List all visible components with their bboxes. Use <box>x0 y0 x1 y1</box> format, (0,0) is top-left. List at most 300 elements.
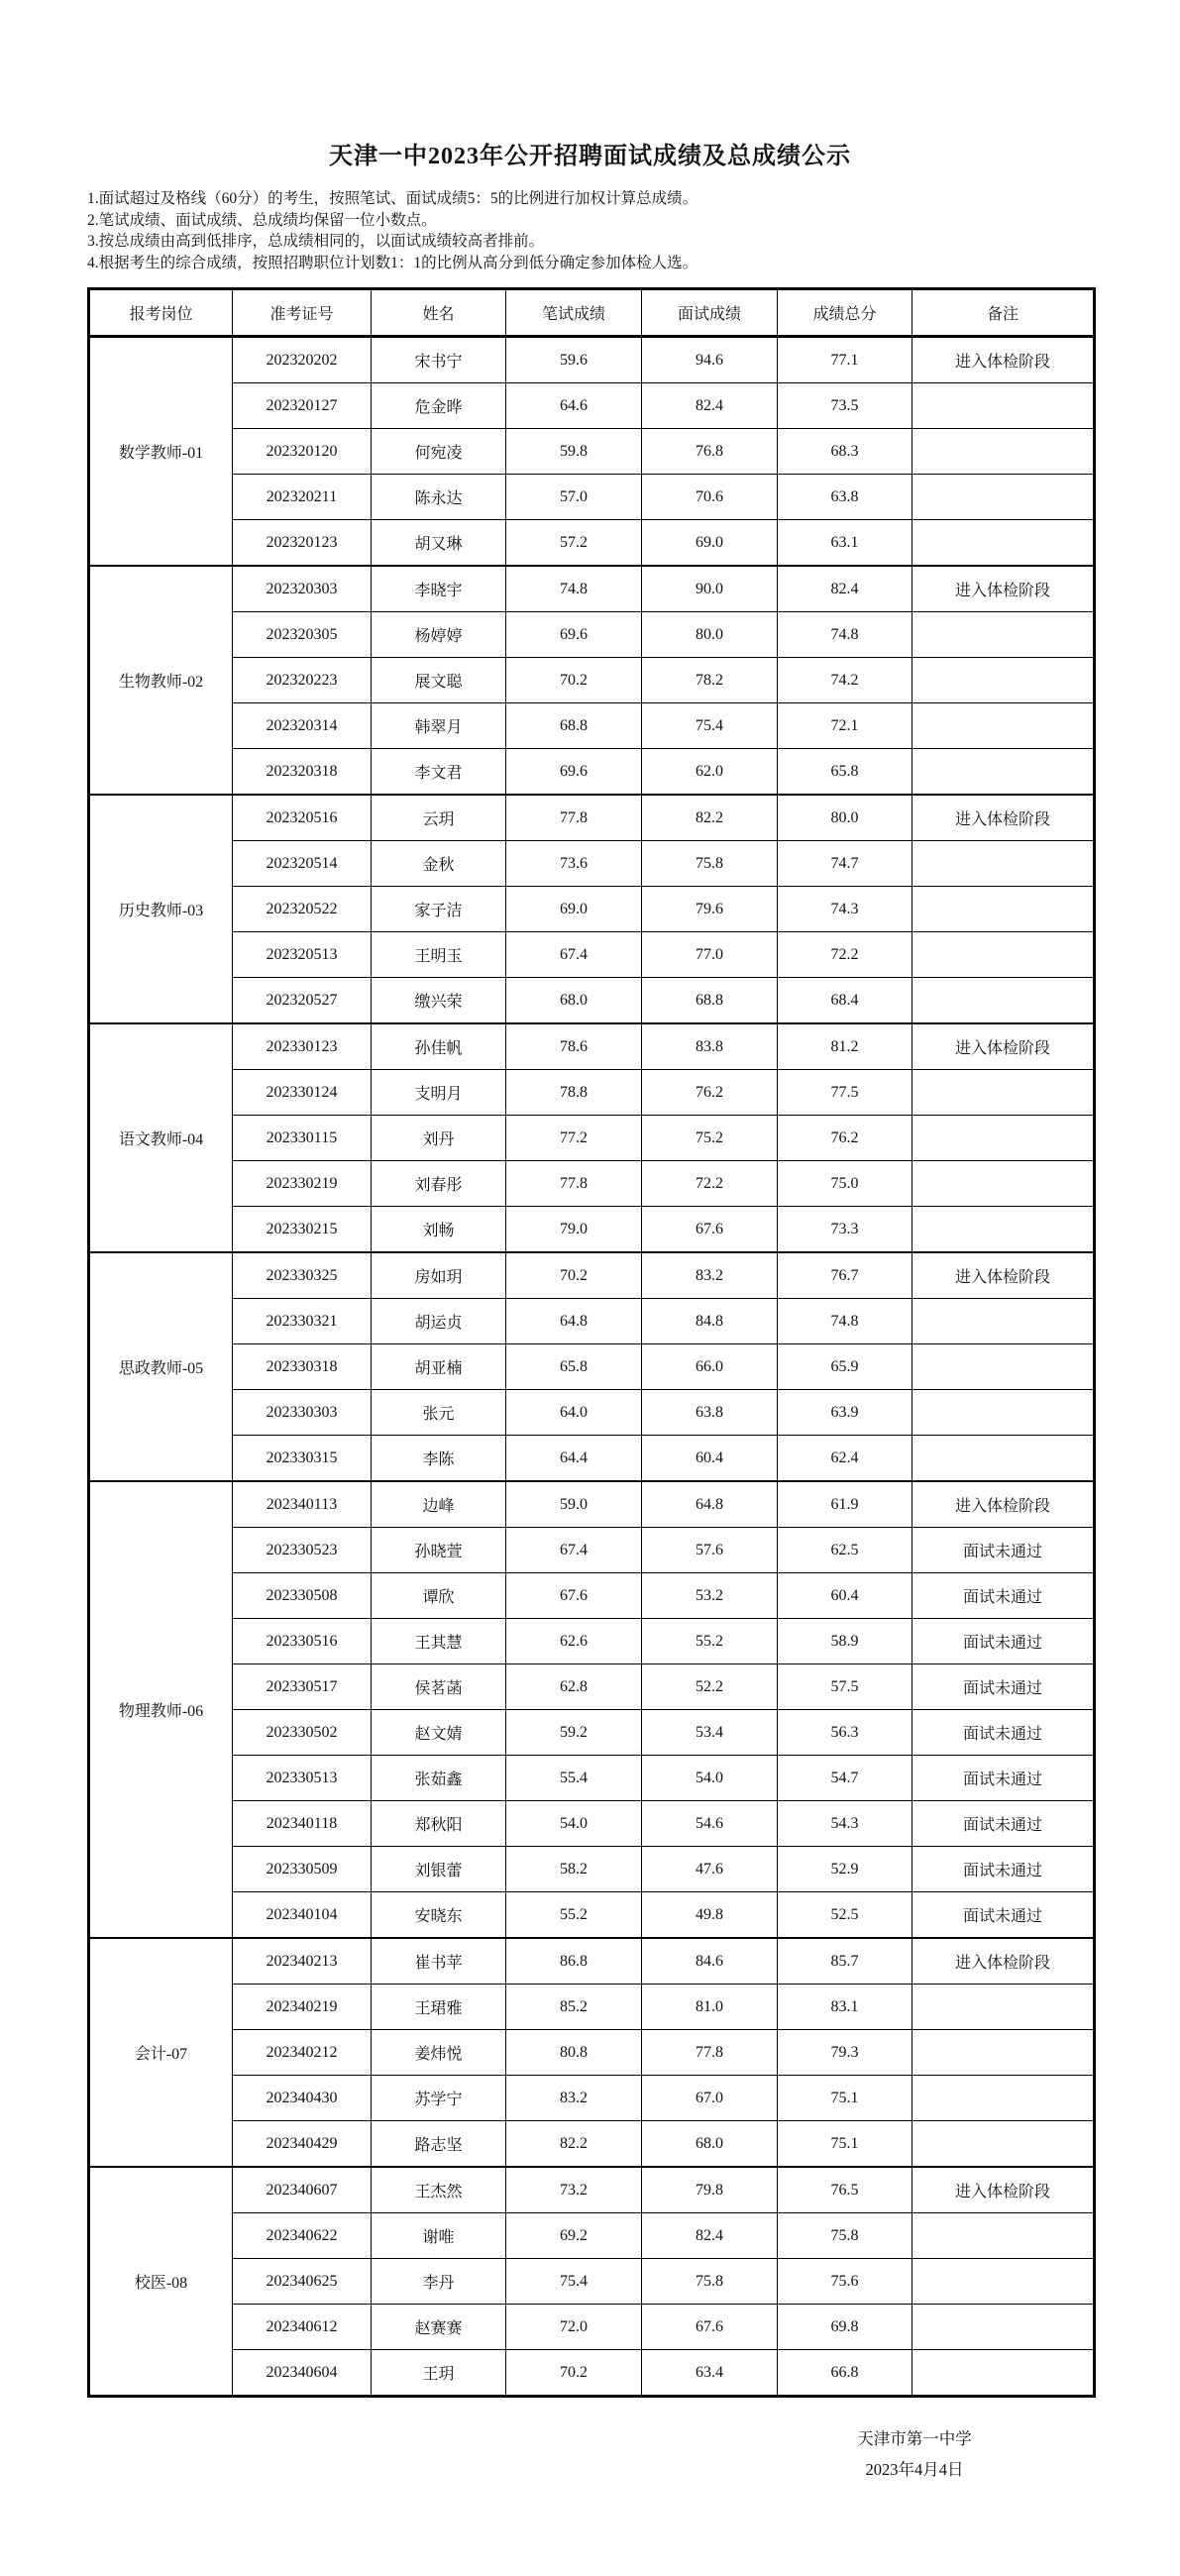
table-cell: 54.0 <box>642 1756 778 1801</box>
table-cell: 72.1 <box>778 703 912 749</box>
table-cell: 进入体检阶段 <box>912 795 1095 841</box>
table-cell: 202340113 <box>233 1481 372 1528</box>
table-cell: 202320202 <box>233 337 372 383</box>
note-line-1: 1.面试超过及格线（60分）的考生，按照笔试、面试成绩5：5的比例进行加权计算总成绩。 <box>87 190 698 207</box>
table-cell: 刘银蕾 <box>372 1847 506 1892</box>
table-cell: 202320514 <box>233 841 372 887</box>
table-cell: 56.3 <box>778 1710 912 1756</box>
table-cell: 54.0 <box>506 1801 642 1847</box>
table-cell: 76.7 <box>778 1252 912 1299</box>
table-row <box>89 612 1095 658</box>
table-cell: 202320127 <box>233 383 372 429</box>
position-cell: 数学教师-01 <box>89 337 233 567</box>
table-cell: 77.5 <box>778 1070 912 1116</box>
table-cell: 68.0 <box>642 2121 778 2168</box>
table-cell: 63.4 <box>642 2350 778 2397</box>
table-cell: 69.0 <box>642 520 778 567</box>
table-cell: 77.0 <box>642 932 778 978</box>
table-cell: 202330325 <box>233 1252 372 1299</box>
table-cell: 82.4 <box>642 2213 778 2259</box>
table-cell <box>912 1344 1095 1390</box>
position-section <box>89 1481 1095 1938</box>
table-cell: 79.3 <box>778 2030 912 2076</box>
table-cell: 面试未通过 <box>912 1664 1095 1710</box>
table-cell: 83.2 <box>506 2076 642 2121</box>
table-row <box>89 1619 1095 1664</box>
table-row <box>89 1023 1095 1070</box>
table-cell: 82.2 <box>506 2121 642 2168</box>
table-row <box>89 2030 1095 2076</box>
table-cell: 57.5 <box>778 1664 912 1710</box>
table-cell <box>912 2213 1095 2259</box>
table-cell: 59.0 <box>506 1481 642 1528</box>
table-cell: 79.0 <box>506 1207 642 1253</box>
table-cell: 苏学宁 <box>372 2076 506 2121</box>
table-cell: 77.8 <box>506 795 642 841</box>
table-cell: 刘丹 <box>372 1116 506 1161</box>
table-cell: 67.0 <box>642 2076 778 2121</box>
table-cell: 何宛凌 <box>372 429 506 475</box>
table-cell: 李晓宇 <box>372 566 506 612</box>
table-cell: 家子洁 <box>372 887 506 932</box>
signature-block <box>830 2423 999 2485</box>
table-cell: 202330215 <box>233 1207 372 1253</box>
table-cell: 75.8 <box>778 2213 912 2259</box>
table-cell: 姜炜悦 <box>372 2030 506 2076</box>
table-cell: 202330315 <box>233 1436 372 1482</box>
table-cell: 202330517 <box>233 1664 372 1710</box>
table-cell <box>912 383 1095 429</box>
table-cell: 75.1 <box>778 2121 912 2168</box>
table-cell: 进入体检阶段 <box>912 337 1095 383</box>
table-cell: 80.0 <box>642 612 778 658</box>
table-cell: 82.4 <box>642 383 778 429</box>
table-cell: 74.3 <box>778 887 912 932</box>
table-cell: 202340607 <box>233 2167 372 2213</box>
table-cell <box>912 429 1095 475</box>
table-cell <box>912 2259 1095 2305</box>
column-header: 面试成绩 <box>642 289 778 337</box>
table-cell: 202320516 <box>233 795 372 841</box>
table-cell: 展文聪 <box>372 658 506 703</box>
table-cell: 54.3 <box>778 1801 912 1847</box>
table-row <box>89 383 1095 429</box>
table-row <box>89 475 1095 520</box>
table-cell: 李陈 <box>372 1436 506 1482</box>
table-cell: 82.4 <box>778 566 912 612</box>
table-row <box>89 1664 1095 1710</box>
table-cell: 67.4 <box>506 932 642 978</box>
table-cell: 进入体检阶段 <box>912 1023 1095 1070</box>
note-line-3: 3.按总成绩由高到低排序，总成绩相同的，以面试成绩较高者排前。 <box>87 233 545 250</box>
table-cell: 79.8 <box>642 2167 778 2213</box>
table-cell: 62.4 <box>778 1436 912 1482</box>
table-cell <box>912 2121 1095 2168</box>
table-cell: 74.7 <box>778 841 912 887</box>
table-cell: 52.2 <box>642 1664 778 1710</box>
table-cell <box>912 1390 1095 1436</box>
table-cell: 202330219 <box>233 1161 372 1207</box>
table-cell: 84.6 <box>642 1938 778 1985</box>
signature-org: 天津市第一中学 <box>857 2429 972 2448</box>
table-cell: 57.2 <box>506 520 642 567</box>
table-cell <box>912 703 1095 749</box>
table-cell: 69.6 <box>506 749 642 796</box>
table-row <box>89 658 1095 703</box>
table-cell: 70.2 <box>506 1252 642 1299</box>
table-cell: 62.0 <box>642 749 778 796</box>
position-section <box>89 1023 1095 1252</box>
table-cell <box>912 1116 1095 1161</box>
position-cell: 思政教师-05 <box>89 1252 233 1481</box>
table-cell: 谢唯 <box>372 2213 506 2259</box>
table-cell: 安晓东 <box>372 1892 506 1939</box>
table-row <box>89 1938 1095 1985</box>
column-header: 笔试成绩 <box>506 289 642 337</box>
table-cell: 75.8 <box>642 841 778 887</box>
table-cell: 79.6 <box>642 887 778 932</box>
table-cell: 68.0 <box>506 978 642 1024</box>
table-cell: 202330513 <box>233 1756 372 1801</box>
column-header: 报考岗位 <box>89 289 233 337</box>
table-cell: 李文君 <box>372 749 506 796</box>
table-cell: 202340219 <box>233 1985 372 2030</box>
table-cell: 赵赛赛 <box>372 2305 506 2350</box>
table-cell <box>912 2030 1095 2076</box>
table-cell: 赵文婧 <box>372 1710 506 1756</box>
table-cell: 70.6 <box>642 475 778 520</box>
table-cell: 77.8 <box>642 2030 778 2076</box>
table-row <box>89 2121 1095 2168</box>
table-cell: 77.1 <box>778 337 912 383</box>
table-row <box>89 1710 1095 1756</box>
table-cell: 侯茗菡 <box>372 1664 506 1710</box>
position-section <box>89 2167 1095 2397</box>
position-section <box>89 795 1095 1023</box>
table-cell <box>912 887 1095 932</box>
table-cell: 72.2 <box>642 1161 778 1207</box>
table-cell: 69.6 <box>506 612 642 658</box>
table-row <box>89 703 1095 749</box>
table-cell: 面试未通过 <box>912 1892 1095 1939</box>
table-cell: 72.2 <box>778 932 912 978</box>
table-cell: 陈永达 <box>372 475 506 520</box>
table-cell: 63.1 <box>778 520 912 567</box>
table-cell: 54.7 <box>778 1756 912 1801</box>
table-cell: 胡又琳 <box>372 520 506 567</box>
table-cell: 83.2 <box>642 1252 778 1299</box>
table-row <box>89 1070 1095 1116</box>
table-cell: 70.2 <box>506 658 642 703</box>
table-cell: 62.6 <box>506 1619 642 1664</box>
table-cell: 67.6 <box>642 2305 778 2350</box>
table-row <box>89 1299 1095 1344</box>
table-cell: 65.8 <box>778 749 912 796</box>
table-cell <box>912 658 1095 703</box>
table-cell: 63.8 <box>642 1390 778 1436</box>
table-cell: 78.6 <box>506 1023 642 1070</box>
table-cell: 胡运贞 <box>372 1299 506 1344</box>
table-row <box>89 887 1095 932</box>
table-cell: 202340104 <box>233 1892 372 1939</box>
table-cell: 面试未通过 <box>912 1801 1095 1847</box>
table-cell: 刘春彤 <box>372 1161 506 1207</box>
table-cell: 74.8 <box>506 566 642 612</box>
table-cell: 202330321 <box>233 1299 372 1344</box>
table-row <box>89 1573 1095 1619</box>
table-cell: 边峰 <box>372 1481 506 1528</box>
table-cell: 胡亚楠 <box>372 1344 506 1390</box>
column-header: 成绩总分 <box>778 289 912 337</box>
table-cell <box>912 978 1095 1024</box>
table-cell: 危金晔 <box>372 383 506 429</box>
table-cell: 孙佳帆 <box>372 1023 506 1070</box>
table-cell: 60.4 <box>642 1436 778 1482</box>
table-row <box>89 749 1095 796</box>
table-cell: 81.0 <box>642 1985 778 2030</box>
table-cell: 69.0 <box>506 887 642 932</box>
position-cell: 历史教师-03 <box>89 795 233 1023</box>
table-cell: 75.6 <box>778 2259 912 2305</box>
table-cell: 202340625 <box>233 2259 372 2305</box>
table-cell <box>912 1070 1095 1116</box>
table-cell: 83.8 <box>642 1023 778 1070</box>
table-row <box>89 795 1095 841</box>
table-cell: 76.2 <box>642 1070 778 1116</box>
table-cell: 75.0 <box>778 1161 912 1207</box>
table-cell: 崔书苹 <box>372 1938 506 1985</box>
table-row <box>89 1436 1095 1482</box>
table-cell: 78.2 <box>642 658 778 703</box>
table-row <box>89 978 1095 1024</box>
table-cell <box>912 1985 1095 2030</box>
column-header: 准考证号 <box>233 289 372 337</box>
table-cell: 路志坚 <box>372 2121 506 2168</box>
position-cell: 会计-07 <box>89 1938 233 2167</box>
table-cell: 47.6 <box>642 1847 778 1892</box>
table-cell: 韩翠月 <box>372 703 506 749</box>
table-row <box>89 1528 1095 1573</box>
table-cell: 67.6 <box>506 1573 642 1619</box>
position-cell: 物理教师-06 <box>89 1481 233 1938</box>
table-cell: 64.8 <box>506 1299 642 1344</box>
position-section <box>89 1938 1095 2167</box>
table-cell: 66.8 <box>778 2350 912 2397</box>
table-cell: 75.2 <box>642 1116 778 1161</box>
table-cell: 64.6 <box>506 383 642 429</box>
notes-block <box>87 188 1108 273</box>
table-cell: 73.6 <box>506 841 642 887</box>
table-cell: 202340604 <box>233 2350 372 2397</box>
table-cell: 69.8 <box>778 2305 912 2350</box>
table-cell <box>912 841 1095 887</box>
table-cell: 94.6 <box>642 337 778 383</box>
table-cell: 面试未通过 <box>912 1528 1095 1573</box>
table-cell: 60.4 <box>778 1573 912 1619</box>
table-cell: 69.2 <box>506 2213 642 2259</box>
table-cell: 80.8 <box>506 2030 642 2076</box>
table-cell <box>912 2305 1095 2350</box>
table-row <box>89 520 1095 567</box>
table-cell: 61.9 <box>778 1481 912 1528</box>
table-cell: 刘畅 <box>372 1207 506 1253</box>
table-cell: 支明月 <box>372 1070 506 1116</box>
position-cell: 校医-08 <box>89 2167 233 2397</box>
table-cell: 202340212 <box>233 2030 372 2076</box>
table-cell: 73.3 <box>778 1207 912 1253</box>
table-cell <box>912 2350 1095 2397</box>
column-header: 姓名 <box>372 289 506 337</box>
table-cell: 68.8 <box>506 703 642 749</box>
table-cell: 202340429 <box>233 2121 372 2168</box>
table-cell: 81.2 <box>778 1023 912 1070</box>
table-cell: 65.8 <box>506 1344 642 1390</box>
table-cell: 房如玥 <box>372 1252 506 1299</box>
table-cell: 孙晓萱 <box>372 1528 506 1573</box>
table-cell: 62.5 <box>778 1528 912 1573</box>
table-row <box>89 2076 1095 2121</box>
table-cell: 202320513 <box>233 932 372 978</box>
table-cell: 82.2 <box>642 795 778 841</box>
table-cell: 202320318 <box>233 749 372 796</box>
note-line-4: 4.根据考生的综合成绩，按照招聘职位计划数1：1的比例从高分到低分确定参加体检人选。 <box>87 254 698 271</box>
table-cell: 202320211 <box>233 475 372 520</box>
table-row <box>89 2305 1095 2350</box>
table-cell: 进入体检阶段 <box>912 566 1095 612</box>
table-cell: 74.8 <box>778 1299 912 1344</box>
table-cell: 进入体检阶段 <box>912 2167 1095 2213</box>
table-cell: 84.8 <box>642 1299 778 1344</box>
table-cell: 进入体检阶段 <box>912 1252 1095 1299</box>
table-cell: 李丹 <box>372 2259 506 2305</box>
table-cell: 面试未通过 <box>912 1573 1095 1619</box>
table-row <box>89 337 1095 383</box>
table-cell <box>912 2076 1095 2121</box>
header-row <box>89 289 1095 337</box>
table-cell: 202340612 <box>233 2305 372 2350</box>
page-title: 天津一中2023年公开招聘面试成绩及总成绩公示 <box>329 144 851 169</box>
table-cell: 66.0 <box>642 1344 778 1390</box>
note-line-2: 2.笔试成绩、面试成绩、总成绩均保留一位小数点。 <box>87 211 437 229</box>
table-cell: 74.2 <box>778 658 912 703</box>
table-cell: 63.8 <box>778 475 912 520</box>
table-cell: 65.9 <box>778 1344 912 1390</box>
table-row <box>89 2213 1095 2259</box>
table-row <box>89 1892 1095 1939</box>
table-row <box>89 2167 1095 2213</box>
position-section <box>89 1252 1095 1481</box>
table-cell: 68.4 <box>778 978 912 1024</box>
table-cell: 202330509 <box>233 1847 372 1892</box>
table-cell: 202320120 <box>233 429 372 475</box>
table-cell: 53.2 <box>642 1573 778 1619</box>
table-row <box>89 1801 1095 1847</box>
table-cell: 53.4 <box>642 1710 778 1756</box>
table-cell: 77.2 <box>506 1116 642 1161</box>
table-cell: 63.9 <box>778 1390 912 1436</box>
table-cell: 55.4 <box>506 1756 642 1801</box>
position-cell: 语文教师-04 <box>89 1023 233 1252</box>
table-row <box>89 841 1095 887</box>
position-section <box>89 566 1095 795</box>
table-cell: 75.4 <box>642 703 778 749</box>
table-cell: 59.6 <box>506 337 642 383</box>
table-cell: 72.0 <box>506 2305 642 2350</box>
table-cell: 王珺雅 <box>372 1985 506 2030</box>
table-cell: 76.5 <box>778 2167 912 2213</box>
table-row <box>89 1116 1095 1161</box>
table-cell <box>912 1436 1095 1482</box>
table-cell: 202340213 <box>233 1938 372 1985</box>
table-cell: 78.8 <box>506 1070 642 1116</box>
table-cell <box>912 932 1095 978</box>
table-cell: 缴兴荣 <box>372 978 506 1024</box>
table-cell: 59.8 <box>506 429 642 475</box>
table-cell: 进入体检阶段 <box>912 1938 1095 1985</box>
table-cell: 85.2 <box>506 1985 642 2030</box>
position-section <box>89 337 1095 567</box>
table-cell: 面试未通过 <box>912 1756 1095 1801</box>
table-cell: 64.0 <box>506 1390 642 1436</box>
table-cell: 202320305 <box>233 612 372 658</box>
table-cell: 76.2 <box>778 1116 912 1161</box>
table-cell: 202320527 <box>233 978 372 1024</box>
table-cell: 86.8 <box>506 1938 642 1985</box>
table-cell <box>912 520 1095 567</box>
table-cell: 64.4 <box>506 1436 642 1482</box>
table-cell: 68.3 <box>778 429 912 475</box>
table-cell: 57.6 <box>642 1528 778 1573</box>
table-cell: 59.2 <box>506 1710 642 1756</box>
table-cell: 202330123 <box>233 1023 372 1070</box>
table-cell: 67.4 <box>506 1528 642 1573</box>
table-cell: 76.8 <box>642 429 778 475</box>
column-header: 备注 <box>912 289 1095 337</box>
table-cell: 73.5 <box>778 383 912 429</box>
table-cell: 进入体检阶段 <box>912 1481 1095 1528</box>
table-cell: 74.8 <box>778 612 912 658</box>
table-row <box>89 1390 1095 1436</box>
table-cell: 54.6 <box>642 1801 778 1847</box>
table-row <box>89 2259 1095 2305</box>
table-cell: 金秋 <box>372 841 506 887</box>
table-row <box>89 429 1095 475</box>
table-cell: 90.0 <box>642 566 778 612</box>
table-cell <box>912 1161 1095 1207</box>
table-cell: 202330523 <box>233 1528 372 1573</box>
table-cell: 80.0 <box>778 795 912 841</box>
table-cell: 202330303 <box>233 1390 372 1436</box>
table-cell: 202330115 <box>233 1116 372 1161</box>
table-cell: 62.8 <box>506 1664 642 1710</box>
table-cell: 85.7 <box>778 1938 912 1985</box>
table-cell: 王明玉 <box>372 932 506 978</box>
table-cell: 郑秋阳 <box>372 1801 506 1847</box>
table-row <box>89 1481 1095 1528</box>
table-cell: 202340118 <box>233 1801 372 1847</box>
table-row <box>89 1756 1095 1801</box>
signature-date: 2023年4月4日 <box>865 2460 964 2479</box>
position-cell: 生物教师-02 <box>89 566 233 795</box>
results-table <box>87 287 1096 2398</box>
table-cell: 77.8 <box>506 1161 642 1207</box>
table-row <box>89 1985 1095 2030</box>
table-cell: 58.2 <box>506 1847 642 1892</box>
table-cell: 面试未通过 <box>912 1847 1095 1892</box>
table-cell: 73.2 <box>506 2167 642 2213</box>
table-cell: 55.2 <box>642 1619 778 1664</box>
table-cell: 57.0 <box>506 475 642 520</box>
